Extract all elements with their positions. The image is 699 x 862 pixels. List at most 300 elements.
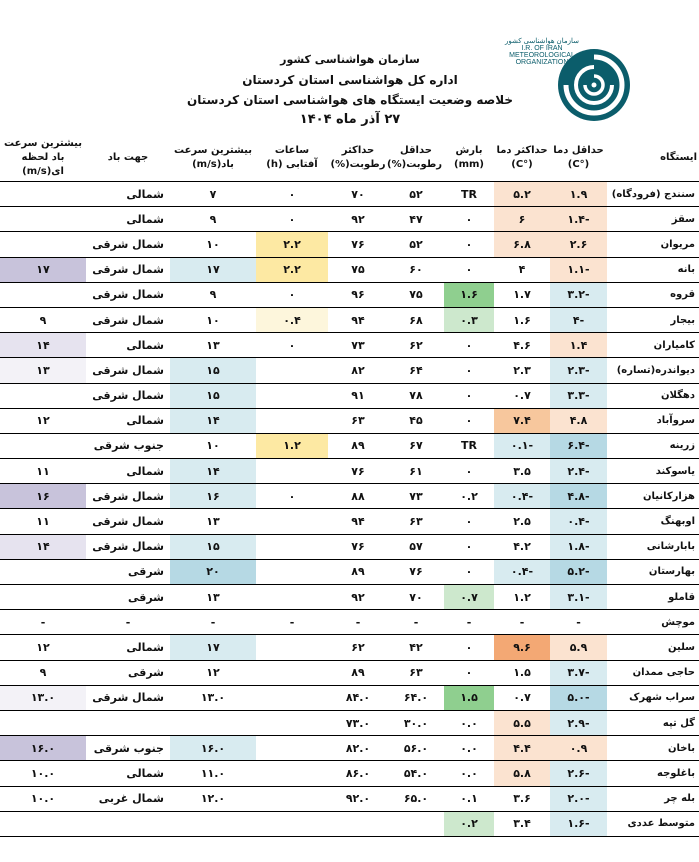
cell-max-wind-speed: ۱۲.۰: [170, 786, 256, 811]
cell-station: موچش: [607, 610, 699, 635]
cell-sunshine-hours: ۰: [256, 282, 328, 307]
cell-min-humidity: ۵۴.۰: [388, 761, 444, 786]
cell-min-temp: -۱.۴: [550, 207, 607, 232]
cell-min-temp: ۵.۹: [550, 635, 607, 660]
logo-text-fa: سازمان هواشناسی کشور: [505, 38, 579, 45]
cell-wind-direction: شمال شرقی: [86, 282, 170, 307]
cell-precipitation: ۰: [444, 257, 494, 282]
table-row: [0, 207, 699, 232]
cell-max-gust: ۱۱: [0, 509, 86, 534]
cell-station: بانه: [607, 257, 699, 282]
cell-min-temp: -۰.۴: [550, 509, 607, 534]
cell-precipitation: ۰: [444, 358, 494, 383]
cell-max-humidity: ۸۶.۰: [328, 761, 388, 786]
cell-sunshine-hours: [256, 660, 328, 685]
cell-max-humidity: ۸۴.۰: [328, 685, 388, 710]
header-max-gust: بیشترین سرعت باد لحظه ای(m/s): [0, 135, 86, 182]
cell-max-gust: ۹: [0, 660, 86, 685]
cell-sunshine-hours: ۰: [256, 484, 328, 509]
cell-max-gust: ۱۱: [0, 459, 86, 484]
header-station: ایستگاه: [607, 135, 699, 182]
cell-max-temp: ۰.۷: [494, 383, 550, 408]
cell-min-humidity: ۶۵.۰: [388, 786, 444, 811]
cell-sunshine-hours: [256, 459, 328, 484]
cell-max-humidity: ۹۲: [328, 585, 388, 610]
table-row: [0, 534, 699, 559]
cell-sunshine-hours: ۰: [256, 182, 328, 207]
cell-max-temp: -۰.۴: [494, 484, 550, 509]
cell-sunshine-hours: [256, 710, 328, 735]
cell-sunshine-hours: [256, 509, 328, 534]
header-min-humidity: حداقل رطوبت(%): [388, 135, 444, 182]
logo-text-en-3: ORGANIZATION: [515, 59, 569, 66]
table-row: [0, 433, 699, 458]
cell-precipitation: TR: [444, 182, 494, 207]
cell-max-gust: ۱۰.۰: [0, 786, 86, 811]
cell-max-gust: ۹: [0, 307, 86, 332]
cell-min-humidity: ۳۰.۰: [388, 710, 444, 735]
cell-max-temp: ۶.۸: [494, 232, 550, 257]
report-header: [0, 0, 699, 140]
cell-max-wind-speed: ۱۳.۰: [170, 685, 256, 710]
cell-max-temp: ۴.۲: [494, 534, 550, 559]
cell-min-humidity: ۴۷: [388, 207, 444, 232]
cell-precipitation: ۱.۶: [444, 282, 494, 307]
table-row: [0, 635, 699, 660]
table-row: [0, 307, 699, 332]
cell-min-humidity: ۶۰: [388, 257, 444, 282]
cell-max-humidity: ۹۴: [328, 307, 388, 332]
cell-station: دهگلان: [607, 383, 699, 408]
cell-wind-direction: شمال شرقی: [86, 307, 170, 332]
cell-max-gust: ۱۲: [0, 408, 86, 433]
cell-wind-direction: شمال شرقی: [86, 509, 170, 534]
cell-max-wind-speed: ۱۰: [170, 433, 256, 458]
cell-min-humidity: ۷۵: [388, 282, 444, 307]
cell-min-humidity: ۶۲: [388, 333, 444, 358]
cell-station: سروآباد: [607, 408, 699, 433]
cell-max-gust: ۱۲: [0, 635, 86, 660]
cell-min-temp: -۳.۱: [550, 585, 607, 610]
cell-wind-direction: شمالی: [86, 635, 170, 660]
cell-sunshine-hours: -: [256, 610, 328, 635]
cell-max-gust: ۱۳: [0, 358, 86, 383]
irimo-logo: [502, 30, 632, 130]
table-row: [0, 358, 699, 383]
cell-station: بهارستان: [607, 559, 699, 584]
cell-min-temp: -۳.۳: [550, 383, 607, 408]
cell-station: قاملو: [607, 585, 699, 610]
cell-max-temp: ۵.۵: [494, 710, 550, 735]
cell-station: یاسوکند: [607, 459, 699, 484]
header-min-temp: حداقل دما (°C): [550, 135, 607, 182]
cell-max-wind-speed: ۱۴: [170, 459, 256, 484]
cell-max-humidity: ۹۴: [328, 509, 388, 534]
cell-station: حاجی ممدان: [607, 660, 699, 685]
cell-precipitation: ۰: [444, 660, 494, 685]
cell-min-humidity: ۴۲: [388, 635, 444, 660]
cell-max-humidity: ۶۳: [328, 408, 388, 433]
cell-station: بله چر: [607, 786, 699, 811]
cell-max-humidity: ۹۶: [328, 282, 388, 307]
cell-wind-direction: شمال شرقی: [86, 358, 170, 383]
cell-wind-direction: شمال شرقی: [86, 685, 170, 710]
station-table: [0, 135, 699, 837]
cell-min-humidity: ۷۶: [388, 559, 444, 584]
cell-min-temp: -۴.۸: [550, 484, 607, 509]
cell-max-wind-speed: ۹: [170, 207, 256, 232]
cell-min-temp: ۲.۶: [550, 232, 607, 257]
cell-min-temp: -: [550, 610, 607, 635]
org-title: سازمان هواشناسی کشور: [280, 53, 420, 66]
cell-sunshine-hours: [256, 786, 328, 811]
cell-max-gust: [0, 811, 86, 836]
cell-precipitation: ۰: [444, 559, 494, 584]
cell-station: سنندج (فرودگاه): [607, 182, 699, 207]
table-row: [0, 232, 699, 257]
cell-min-temp: ۱.۴: [550, 333, 607, 358]
cell-station: باغلوجه: [607, 761, 699, 786]
cell-max-wind-speed: ۱۵: [170, 383, 256, 408]
cell-max-temp: ۷.۴: [494, 408, 550, 433]
cell-precipitation: ۰: [444, 635, 494, 660]
cell-wind-direction: شمال شرقی: [86, 484, 170, 509]
header-wind-direction: جهت باد: [86, 135, 170, 182]
cell-station: اوبهنگ: [607, 509, 699, 534]
table-row: [0, 811, 699, 836]
cell-max-humidity: ۷۶: [328, 459, 388, 484]
cell-precipitation: ۰.۰: [444, 736, 494, 761]
cell-max-temp: ۵.۲: [494, 182, 550, 207]
cell-min-humidity: ۶۱: [388, 459, 444, 484]
cell-sunshine-hours: [256, 811, 328, 836]
table-body: [0, 182, 699, 837]
cell-min-humidity: ۶۳: [388, 660, 444, 685]
cell-min-humidity: ۶۴.۰: [388, 685, 444, 710]
cell-wind-direction: شرقی: [86, 585, 170, 610]
cell-max-humidity: ۸۲.۰: [328, 736, 388, 761]
cell-wind-direction: شمالی: [86, 333, 170, 358]
cell-max-temp: ۱.۷: [494, 282, 550, 307]
cell-station: مریوان: [607, 232, 699, 257]
cell-min-temp: -۶.۴: [550, 433, 607, 458]
cell-wind-direction: جنوب شرقی: [86, 736, 170, 761]
cell-wind-direction: شمالی: [86, 408, 170, 433]
cell-min-temp: -۳.۲: [550, 282, 607, 307]
cell-sunshine-hours: [256, 736, 328, 761]
cell-max-temp: ۴: [494, 257, 550, 282]
table-header-row: [0, 135, 699, 182]
cell-max-gust: -: [0, 610, 86, 635]
logo-text-en-2: METEOROLOGICAL: [509, 52, 575, 59]
table-row: [0, 786, 699, 811]
cell-max-humidity: ۷۳: [328, 333, 388, 358]
cell-min-temp: ۱.۹: [550, 182, 607, 207]
cell-min-temp: -۲.۹: [550, 710, 607, 735]
table-row: [0, 710, 699, 735]
cell-max-gust: [0, 182, 86, 207]
cell-max-temp: -۰.۴: [494, 559, 550, 584]
cell-max-wind-speed: ۱۰: [170, 307, 256, 332]
cell-max-humidity: ۹۲.۰: [328, 786, 388, 811]
office-title: اداره کل هواشناسی استان کردستان: [242, 73, 458, 87]
cell-sunshine-hours: [256, 585, 328, 610]
cell-station: بیجار: [607, 307, 699, 332]
cell-max-temp: ۵.۸: [494, 761, 550, 786]
cell-max-temp: ۱.۵: [494, 660, 550, 685]
cell-min-temp: -۱.۸: [550, 534, 607, 559]
cell-precipitation: -: [444, 610, 494, 635]
table-row: [0, 182, 699, 207]
header-max-temp: حداکثر دما (°C): [494, 135, 550, 182]
cell-wind-direction: جنوب شرقی: [86, 433, 170, 458]
cell-sunshine-hours: [256, 358, 328, 383]
report-titles: [180, 50, 520, 130]
cell-max-temp: ۳.۵: [494, 459, 550, 484]
cell-max-wind-speed: ۱۶: [170, 484, 256, 509]
cell-max-humidity: ۹۲: [328, 207, 388, 232]
cell-wind-direction: شمال غربی: [86, 786, 170, 811]
cell-max-gust: [0, 559, 86, 584]
cell-max-wind-speed: ۱۷: [170, 635, 256, 660]
cell-max-wind-speed: -: [170, 610, 256, 635]
cell-max-temp: -۰.۱: [494, 433, 550, 458]
cell-sunshine-hours: ۰.۴: [256, 307, 328, 332]
cell-min-temp: -۳.۷: [550, 660, 607, 685]
cell-precipitation: ۰.۰: [444, 710, 494, 735]
cell-min-humidity: ۶۷: [388, 433, 444, 458]
cell-max-gust: ۱۶: [0, 484, 86, 509]
cell-min-temp: -۵.۲: [550, 559, 607, 584]
cell-min-humidity: ۵۶.۰: [388, 736, 444, 761]
cell-station: قروه: [607, 282, 699, 307]
cell-precipitation: ۰: [444, 509, 494, 534]
cell-max-humidity: ۸۹: [328, 660, 388, 685]
cell-min-humidity: ۶۳: [388, 509, 444, 534]
cell-max-temp: ۹.۶: [494, 635, 550, 660]
cell-max-temp: -: [494, 610, 550, 635]
cell-precipitation: TR: [444, 433, 494, 458]
cell-max-wind-speed: ۱۰: [170, 232, 256, 257]
cell-station: متوسط عددی: [607, 811, 699, 836]
cell-min-temp: -۲.۶: [550, 761, 607, 786]
table-row: [0, 736, 699, 761]
cell-min-temp: -۱.۱: [550, 257, 607, 282]
cell-min-humidity: ۶۴: [388, 358, 444, 383]
cell-min-temp: -۵.۰: [550, 685, 607, 710]
cell-sunshine-hours: ۲.۲: [256, 257, 328, 282]
cell-wind-direction: [86, 811, 170, 836]
cell-max-gust: [0, 282, 86, 307]
cell-max-wind-speed: ۲۰: [170, 559, 256, 584]
cell-max-humidity: ۸۲: [328, 358, 388, 383]
cell-max-gust: ۱۰.۰: [0, 761, 86, 786]
cell-sunshine-hours: ۰: [256, 333, 328, 358]
cell-min-temp: -۲.۳: [550, 358, 607, 383]
cell-max-temp: ۲.۵: [494, 509, 550, 534]
cell-wind-direction: شمال شرقی: [86, 534, 170, 559]
cell-max-temp: ۰.۷: [494, 685, 550, 710]
cell-station: باخان: [607, 736, 699, 761]
logo-text-en-1: I.R. OF IRAN: [521, 45, 563, 52]
cell-max-humidity: [328, 811, 388, 836]
cell-min-temp: ۴.۸: [550, 408, 607, 433]
cell-max-wind-speed: ۱۱.۰: [170, 761, 256, 786]
cell-sunshine-hours: ۱.۲: [256, 433, 328, 458]
cell-precipitation: ۰: [444, 232, 494, 257]
cell-station: سقز: [607, 207, 699, 232]
cell-min-humidity: ۴۵: [388, 408, 444, 433]
cell-wind-direction: شرقی: [86, 660, 170, 685]
cell-wind-direction: شمالی: [86, 761, 170, 786]
cell-wind-direction: [86, 710, 170, 735]
cell-precipitation: ۰: [444, 459, 494, 484]
cell-sunshine-hours: [256, 559, 328, 584]
cell-precipitation: ۰.۰: [444, 761, 494, 786]
cell-precipitation: ۰: [444, 408, 494, 433]
cell-max-gust: [0, 232, 86, 257]
cell-sunshine-hours: [256, 534, 328, 559]
cell-precipitation: ۰: [444, 333, 494, 358]
table-row: [0, 408, 699, 433]
cell-sunshine-hours: ۲.۲: [256, 232, 328, 257]
cell-max-wind-speed: ۱۲: [170, 660, 256, 685]
table-row: [0, 559, 699, 584]
table-row: [0, 685, 699, 710]
cell-wind-direction: شمالی: [86, 182, 170, 207]
cell-max-gust: [0, 433, 86, 458]
cell-min-humidity: ۷۸: [388, 383, 444, 408]
cell-max-humidity: ۸۹: [328, 559, 388, 584]
cell-precipitation: ۰: [444, 383, 494, 408]
cell-sunshine-hours: ۰: [256, 207, 328, 232]
table-row: [0, 660, 699, 685]
header-max-humidity: حداکثر رطوبت(%): [328, 135, 388, 182]
cell-max-gust: [0, 710, 86, 735]
cell-min-humidity: ۷۳: [388, 484, 444, 509]
cell-max-temp: ۶: [494, 207, 550, 232]
cell-max-humidity: -: [328, 610, 388, 635]
cell-station: سلین: [607, 635, 699, 660]
cell-min-temp: -۱.۶: [550, 811, 607, 836]
cell-sunshine-hours: [256, 685, 328, 710]
cell-sunshine-hours: [256, 761, 328, 786]
cell-max-gust: ۱۷: [0, 257, 86, 282]
report-date: ۲۷ آذر ماه ۱۴۰۴: [299, 112, 401, 127]
cell-max-temp: ۴.۶: [494, 333, 550, 358]
cell-max-wind-speed: ۱۴: [170, 408, 256, 433]
cell-max-humidity: ۷۶: [328, 232, 388, 257]
table-row: [0, 257, 699, 282]
cell-min-humidity: -: [388, 610, 444, 635]
cell-station: دیواندره(تساره): [607, 358, 699, 383]
cell-min-humidity: ۶۸: [388, 307, 444, 332]
cell-max-humidity: ۸۹: [328, 433, 388, 458]
cell-max-wind-speed: ۹: [170, 282, 256, 307]
cell-sunshine-hours: [256, 408, 328, 433]
cell-min-temp: -۴: [550, 307, 607, 332]
cell-max-temp: ۱.۶: [494, 307, 550, 332]
table-row: [0, 610, 699, 635]
cell-max-wind-speed: ۱۳: [170, 333, 256, 358]
cell-station: گل تپه: [607, 710, 699, 735]
cell-sunshine-hours: [256, 383, 328, 408]
cell-precipitation: ۰: [444, 207, 494, 232]
header-sunshine-hours: ساعات آفتابی (h): [256, 135, 328, 182]
cell-min-humidity: ۵۲: [388, 182, 444, 207]
cell-max-gust: [0, 585, 86, 610]
cell-max-gust: ۱۳.۰: [0, 685, 86, 710]
summary-title: خلاصه وضعیت ایستگاه های هواشناسی استان کردستان: [187, 93, 513, 107]
cell-max-humidity: ۷۶: [328, 534, 388, 559]
cell-max-gust: ۱۴: [0, 333, 86, 358]
cell-min-humidity: ۷۰: [388, 585, 444, 610]
cell-min-temp: ۰.۹: [550, 736, 607, 761]
cell-wind-direction: شمالی: [86, 207, 170, 232]
cell-max-gust: ۱۶.۰: [0, 736, 86, 761]
cell-min-humidity: [388, 811, 444, 836]
cell-station: بابارشانی: [607, 534, 699, 559]
table-row: [0, 333, 699, 358]
cell-wind-direction: شمال شرقی: [86, 257, 170, 282]
cell-max-wind-speed: ۱۳: [170, 585, 256, 610]
cell-max-wind-speed: ۷: [170, 182, 256, 207]
cell-station: کامیاران: [607, 333, 699, 358]
cell-max-wind-speed: [170, 811, 256, 836]
cell-precipitation: ۰.۲: [444, 484, 494, 509]
cell-wind-direction: -: [86, 610, 170, 635]
cell-max-wind-speed: ۱۳: [170, 509, 256, 534]
cell-max-gust: ۱۴: [0, 534, 86, 559]
cell-min-humidity: ۵۷: [388, 534, 444, 559]
cell-max-humidity: ۷۰: [328, 182, 388, 207]
cell-precipitation: ۰.۳: [444, 307, 494, 332]
cell-max-humidity: ۶۲: [328, 635, 388, 660]
cell-precipitation: ۰.۷: [444, 585, 494, 610]
table-row: [0, 383, 699, 408]
table-row: [0, 585, 699, 610]
cell-station: زرینه: [607, 433, 699, 458]
cell-min-humidity: ۵۲: [388, 232, 444, 257]
table-row: [0, 459, 699, 484]
cell-wind-direction: شمال شرقی: [86, 232, 170, 257]
cell-max-temp: ۳.۴: [494, 811, 550, 836]
cell-max-wind-speed: ۱۵: [170, 534, 256, 559]
cell-precipitation: ۰.۲: [444, 811, 494, 836]
cell-max-humidity: ۸۸: [328, 484, 388, 509]
header-precipitation: بارش (mm): [444, 135, 494, 182]
cell-precipitation: ۱.۵: [444, 685, 494, 710]
cell-station: هزارکانیان: [607, 484, 699, 509]
cell-wind-direction: شمال شرقی: [86, 383, 170, 408]
header-max-wind-speed: بیشترین سرعت باد(m/s): [170, 135, 256, 182]
cell-max-temp: ۱.۲: [494, 585, 550, 610]
cell-wind-direction: شرقی: [86, 559, 170, 584]
cell-min-temp: -۲.۴: [550, 459, 607, 484]
cell-max-wind-speed: ۱۶.۰: [170, 736, 256, 761]
cell-min-temp: -۲.۰: [550, 786, 607, 811]
cell-sunshine-hours: [256, 635, 328, 660]
cell-max-wind-speed: ۱۵: [170, 358, 256, 383]
table-row: [0, 509, 699, 534]
cell-max-gust: [0, 207, 86, 232]
cell-max-temp: ۳.۶: [494, 786, 550, 811]
cell-max-wind-speed: ۱۷: [170, 257, 256, 282]
cell-max-gust: [0, 383, 86, 408]
cell-max-humidity: ۷۳.۰: [328, 710, 388, 735]
cell-station: سراب شهرک: [607, 685, 699, 710]
cell-precipitation: ۰: [444, 534, 494, 559]
